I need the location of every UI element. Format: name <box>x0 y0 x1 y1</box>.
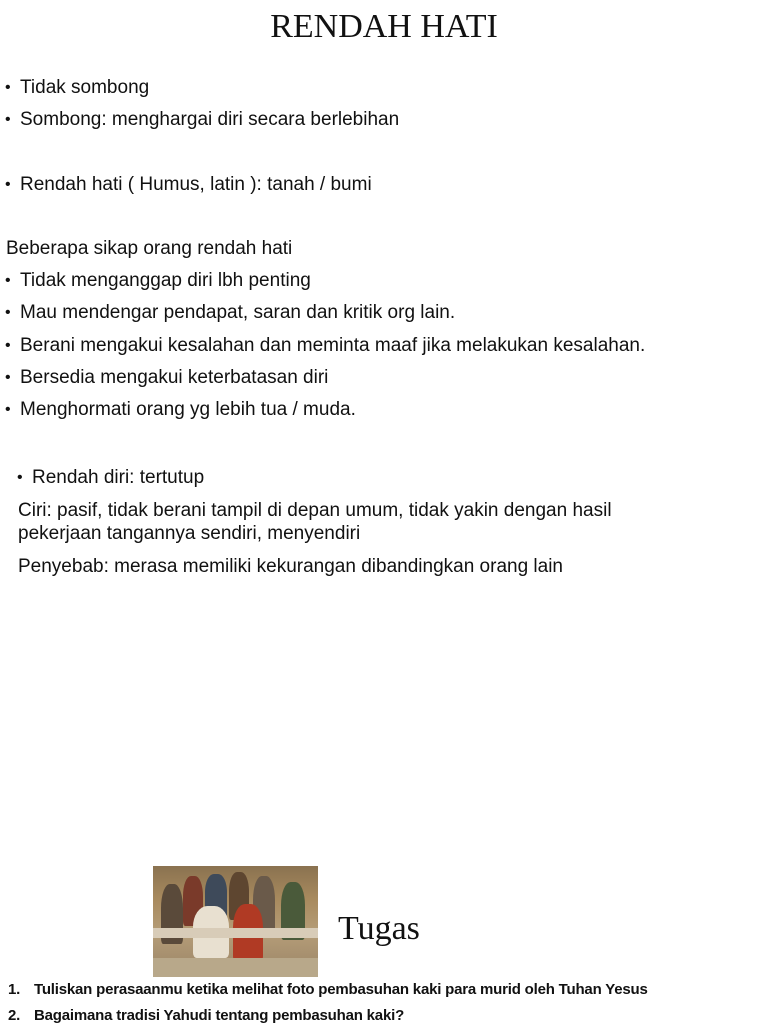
rendah-diri-bullet: • Rendah diri: tertutup <box>32 466 204 490</box>
attitude-item: • Tidak menganggap diri lbh penting <box>20 269 311 293</box>
ciri-text-cont: pekerjaan tangannya sendiri, menyendiri <box>18 523 361 544</box>
task-number: 2. <box>8 1007 21 1024</box>
tugas-title: Tugas <box>338 910 420 947</box>
attitude-item: • Menghormati orang yg lebih tua / muda. <box>20 398 356 422</box>
task-text: Tuliskan perasaanmu ketika melihat foto pembasuhan kaki para murid oleh Tuhan Yesus <box>34 981 648 998</box>
penyebab-text: Penyebab: merasa memiliki kekurangan dibandingkan orang lain <box>18 556 563 577</box>
attitude-item: • Bersedia mengakui keterbatasan diri <box>20 366 328 390</box>
task-number: 1. <box>8 981 21 998</box>
foot-washing-painting <box>153 866 318 977</box>
task-item <box>8 1007 404 1024</box>
bullet-item: • Sombong: menghargai diri secara berlebihan <box>20 108 399 132</box>
ciri-text: Ciri: pasif, tidak berani tampil di depan umum, tidak yakin dengan hasil <box>18 500 612 521</box>
task-text: Bagaimana tradisi Yahudi tentang pembasuhan kaki? <box>34 1007 405 1024</box>
bullet-item: • Rendah hati ( Humus, latin ): tanah / bumi <box>20 173 372 197</box>
attitude-item: • Berani mengakui kesalahan dan meminta maaf jika melakukan kesalahan. <box>20 334 645 358</box>
attitude-item: • Mau mendengar pendapat, saran dan kritik org lain. <box>20 301 455 325</box>
section-subheading: Beberapa sikap orang rendah hati <box>6 238 293 259</box>
task-item <box>8 981 648 998</box>
slide-title: RENDAH HATI <box>270 8 498 45</box>
bullet-item: • Tidak sombong <box>20 76 149 100</box>
